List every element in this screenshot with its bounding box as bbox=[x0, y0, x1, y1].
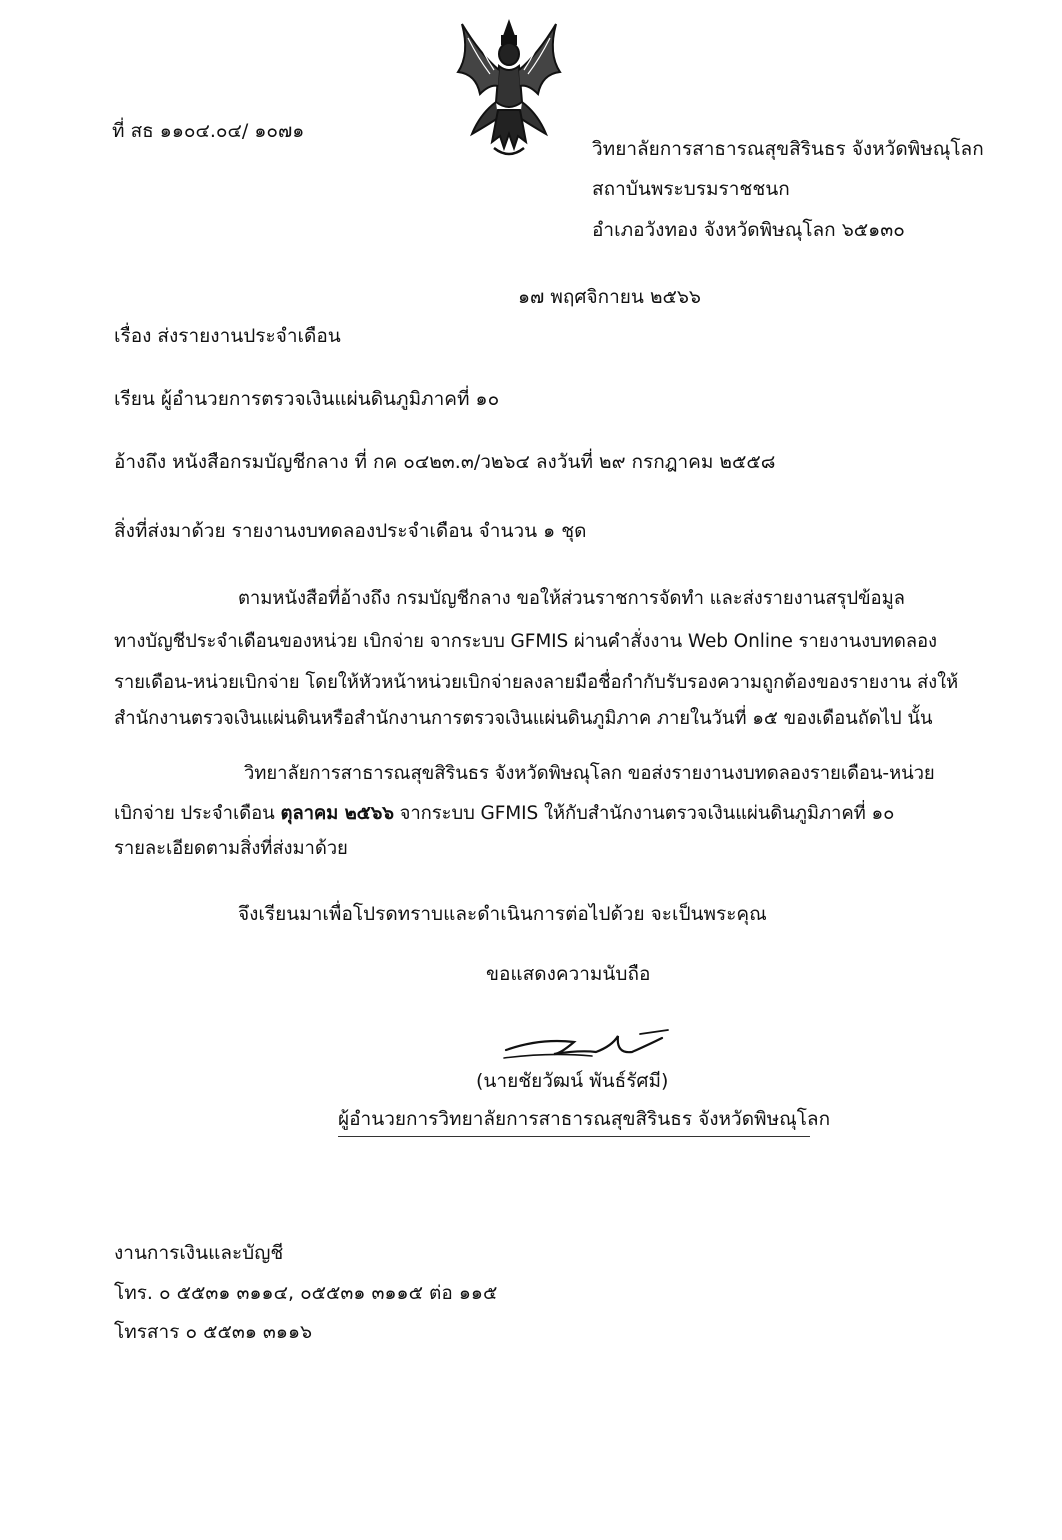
paragraph-1-line: ทางบัญชีประจำเดือนของหน่วย เบิกจ่าย จากระบบ GFMIS ผ่านคำสั่งงาน Web Online รายงานงบทดลอง bbox=[114, 631, 937, 652]
footer-fax: โทรสาร ๐ ๕๕๓๑ ๓๑๑๖ bbox=[114, 1321, 313, 1343]
signature-underline bbox=[338, 1136, 810, 1137]
paragraph-2-line: วิทยาลัยการสาธารณสุขสิรินธร จังหวัดพิษณุโลก ขอส่งรายงานงบทดลองรายเดือน-หน่วย bbox=[244, 763, 935, 784]
paragraph-2-text: จากระบบ GFMIS ให้กับสำนักงานตรวจเงินแผ่นดินภูมิภาคที่ ๑๐ bbox=[393, 803, 895, 824]
garuda-emblem-icon bbox=[450, 14, 568, 164]
footer-phone: โทร. ๐ ๕๕๓๑ ๓๑๑๔, ๐๕๕๓๑ ๓๑๑๕ ต่อ ๑๑๕ bbox=[114, 1282, 498, 1304]
report-month: ตุลาคม ๒๕๖๖ bbox=[280, 803, 394, 824]
paragraph-2-line bbox=[114, 805, 894, 824]
letter-date: ๑๗ พฤศจิกายน ๒๕๖๖ bbox=[518, 286, 701, 308]
reference-line: อ้างถึง หนังสือกรมบัญชีกลาง ที่ กค ๐๔๒๓.๓/ว๒๖๔ ลงวันที่ ๒๙ กรกฎาคม ๒๕๕๘ bbox=[114, 451, 776, 473]
paragraph-1-line: ตามหนังสือที่อ้างถึง กรมบัญชีกลาง ขอให้ส่วนราชการจัดทำ และส่งรายงานสรุปข้อมูล bbox=[238, 588, 905, 609]
reference-number: ที่ สธ ๑๑๐๔.๐๔/ ๑๐๗๑ bbox=[112, 120, 305, 142]
org-address: อำเภอวังทอง จังหวัดพิษณุโลก ๖๕๑๓๐ bbox=[592, 219, 905, 241]
paragraph-2-line: รายละเอียดตามสิ่งที่ส่งมาด้วย bbox=[114, 838, 348, 859]
org-institute: สถาบันพระบรมราชชนก bbox=[592, 178, 790, 200]
paragraph-2-text: เบิกจ่าย ประจำเดือน bbox=[114, 803, 281, 824]
recipient-line: เรียน ผู้อำนวยการตรวจเงินแผ่นดินภูมิภาคที่ ๑๐ bbox=[114, 388, 500, 410]
footer-department: งานการเงินและบัญชี bbox=[114, 1242, 284, 1264]
closing-request: จึงเรียนมาเพื่อโปรดทราบและดำเนินการต่อไปด้วย จะเป็นพระคุณ bbox=[238, 903, 767, 925]
paragraph-1-line: รายเดือน-หน่วยเบิกจ่าย โดยให้หัวหน้าหน่วยเบิกจ่ายลงลายมือชื่อกำกับรับรองความถูกต้องของรายงาน ส่งให้ bbox=[114, 672, 959, 693]
signer-name: (นายชัยวัฒน์ พันธ์รัศมี) bbox=[476, 1070, 669, 1092]
regards: ขอแสดงความนับถือ bbox=[486, 963, 651, 985]
signer-position: ผู้อำนวยการวิทยาลัยการสาธารณสุขสิรินธร จังหวัดพิษณุโลก bbox=[338, 1108, 831, 1130]
paragraph-1-line: สำนักงานตรวจเงินแผ่นดินหรือสำนักงานการตรวจเงินแผ่นดินภูมิภาค ภายในวันที่ ๑๕ ของเดือนถัดไป นั้น bbox=[114, 708, 933, 729]
subject-line: เรื่อง ส่งรายงานประจำเดือน bbox=[114, 325, 341, 347]
signature-icon bbox=[500, 1024, 670, 1068]
org-name: วิทยาลัยการสาธารณสุขสิรินธร จังหวัดพิษณุโลก bbox=[592, 138, 984, 160]
enclosure-line: สิ่งที่ส่งมาด้วย รายงานงบทดลองประจำเดือน จำนวน ๑ ชุด bbox=[114, 520, 587, 542]
